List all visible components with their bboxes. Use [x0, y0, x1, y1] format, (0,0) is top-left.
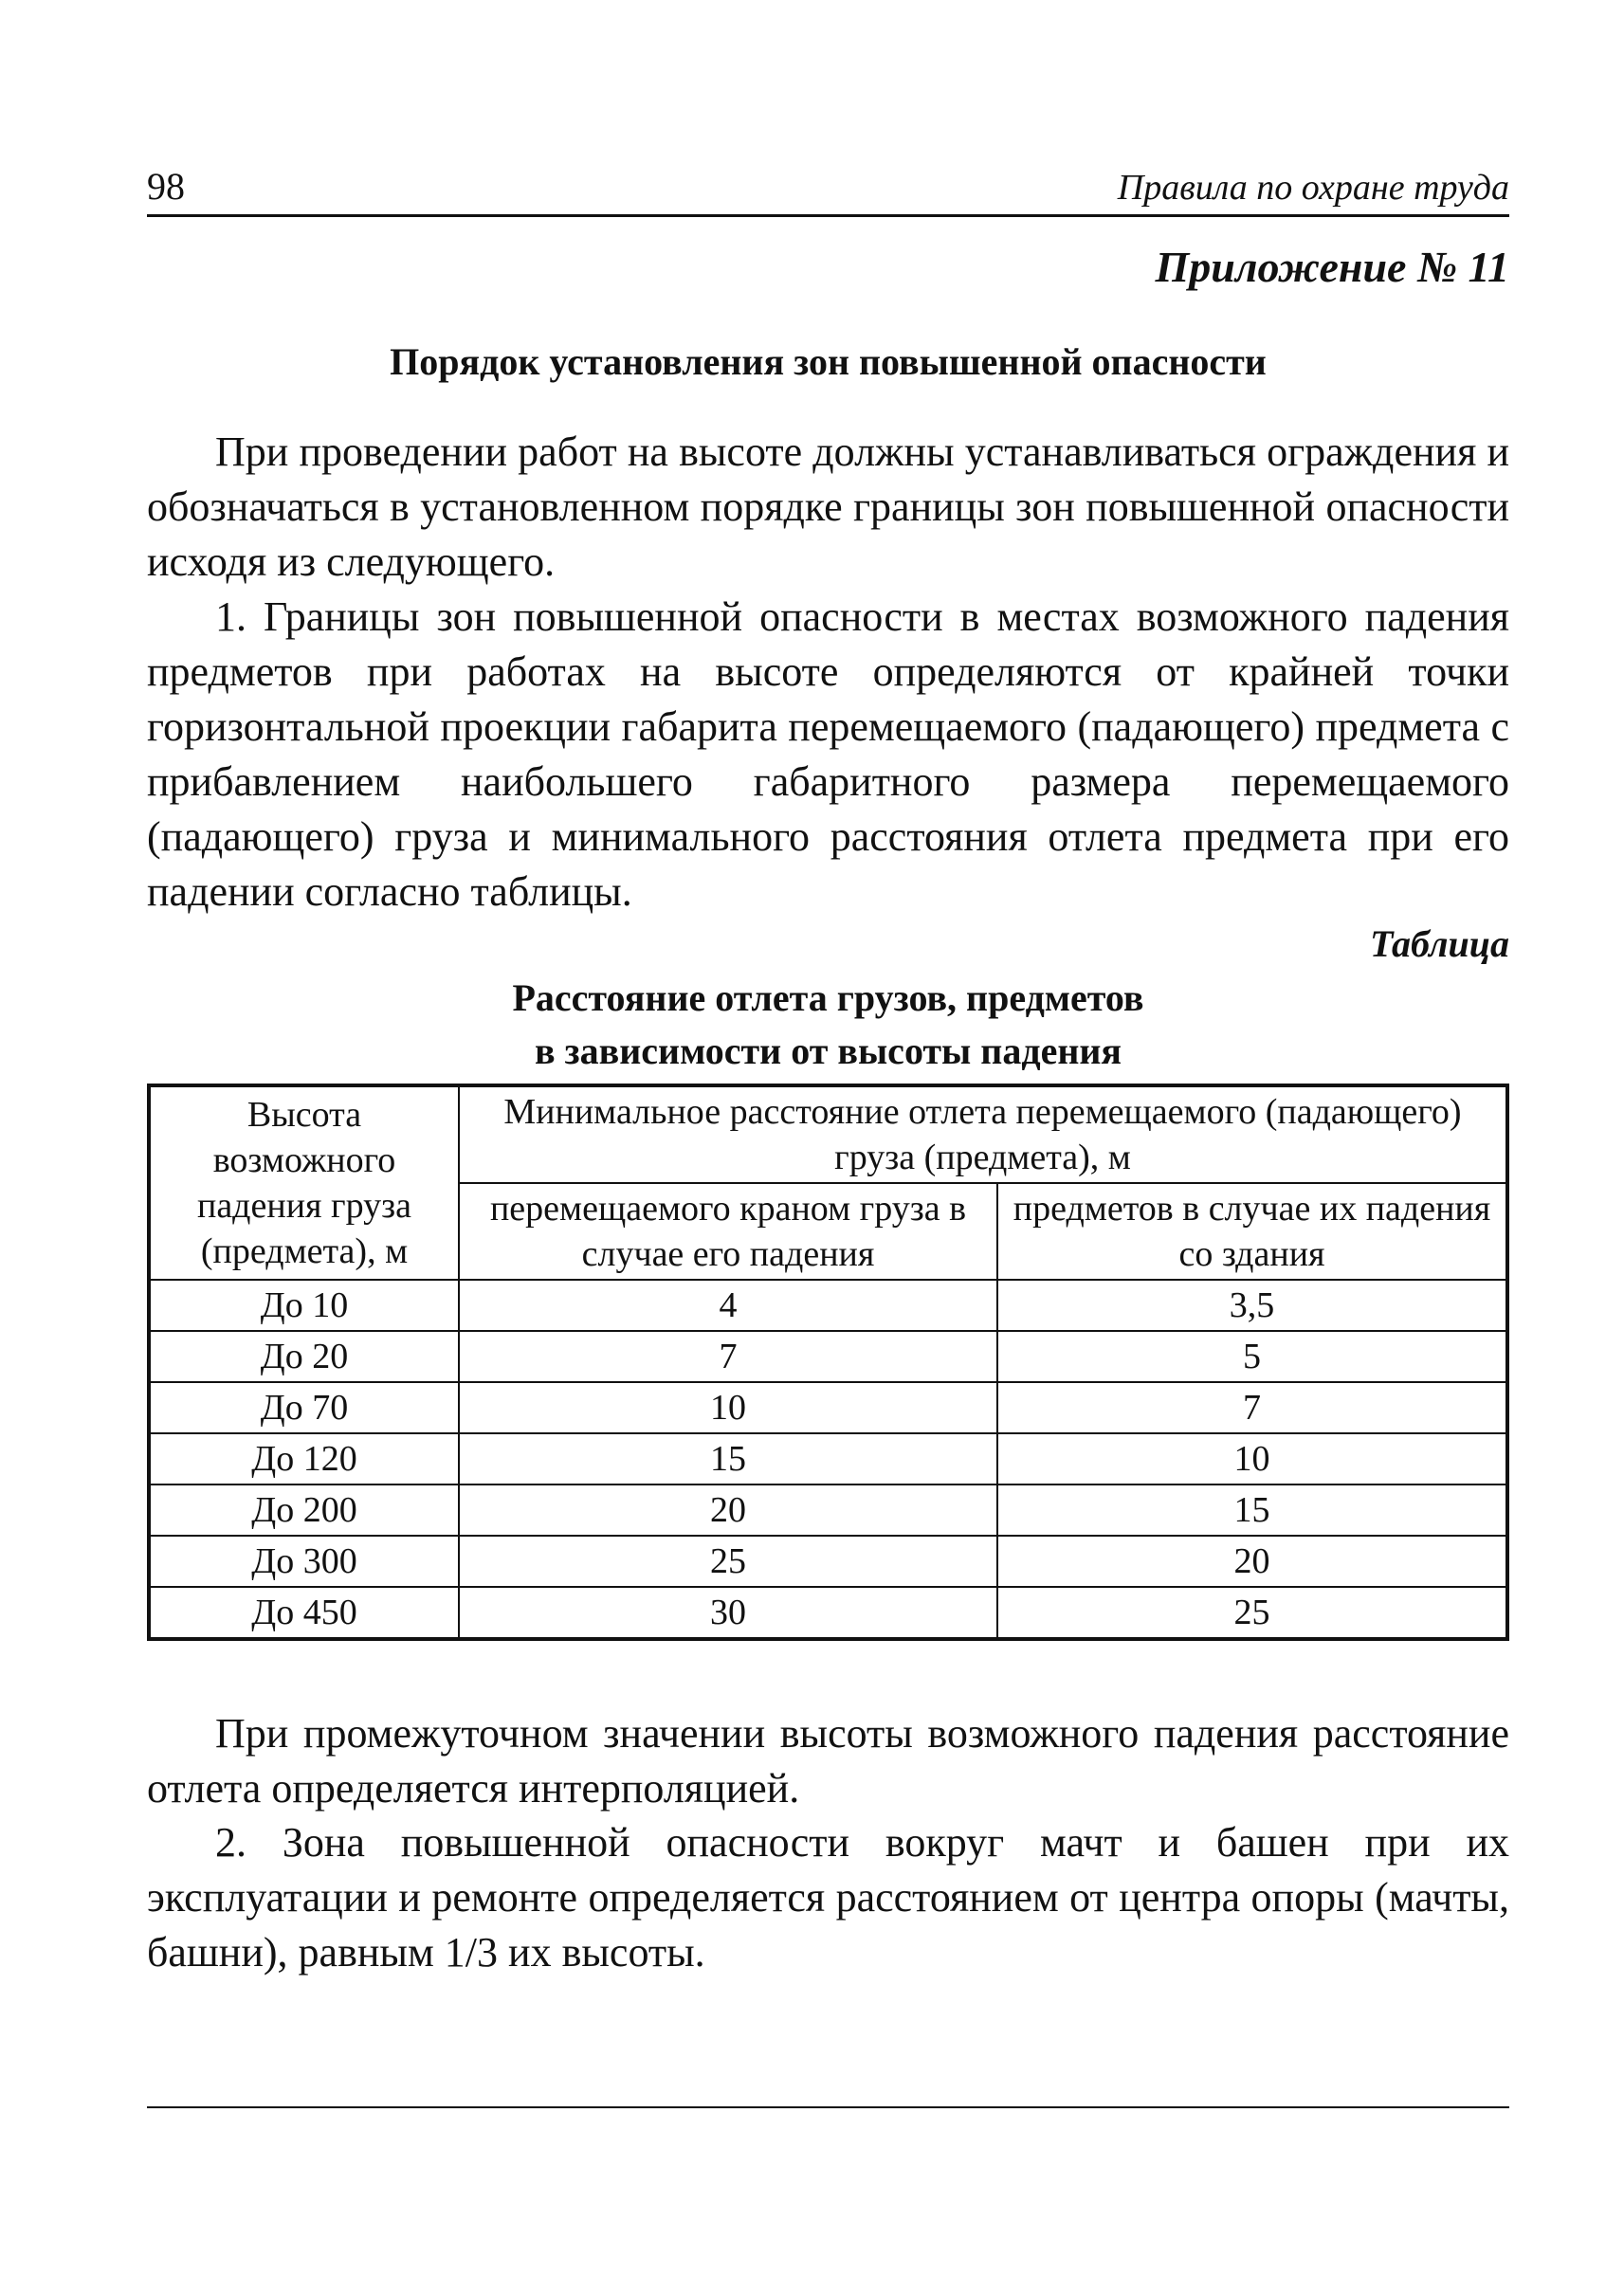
distance-table	[147, 1084, 1509, 1641]
header-height: Высота возможного падения груза (предмета), м	[149, 1085, 459, 1280]
cell-building: 3,5	[997, 1280, 1507, 1331]
table-row	[149, 1536, 1507, 1587]
table-row	[149, 1587, 1507, 1639]
appendix-label: Приложение № 11	[1155, 243, 1509, 291]
table-row	[149, 1280, 1507, 1331]
table-row	[149, 1331, 1507, 1382]
table-title-line-1: Расстояние отлета грузов, предметов	[512, 976, 1144, 1019]
cell-height: До 300	[149, 1536, 459, 1587]
cell-height: До 70	[149, 1382, 459, 1433]
paragraph-item-1: 1. Границы зон повышенной опасности в местах возможного падения предметов при работах на высоте определяются от крайней точки горизонтальной проекции габарита перемещаемого (падающего) предмета с прибавлением наибольшего габаритного размера перемещаемого (падающего) груза и минимального расстояния отлета предмета при его падении согласно таблицы.	[147, 593, 1509, 915]
table-title	[147, 972, 1509, 1078]
table-title-line-2: в зависимости от высоты падения	[534, 1029, 1122, 1072]
cell-height: До 450	[149, 1587, 459, 1639]
running-title: Правила по охране труда	[1117, 168, 1509, 208]
header-min-distance: Минимальное расстояние отлета перемещаемого (падающего) груза (предмета), м	[459, 1085, 1507, 1183]
cell-building: 7	[997, 1382, 1507, 1433]
header-crane: перемещаемого краном груза в случае его падения	[459, 1183, 997, 1280]
cell-crane: 30	[459, 1587, 997, 1639]
cell-building: 20	[997, 1536, 1507, 1587]
section-title: Порядок установления зон повышенной опасности	[390, 340, 1267, 383]
cell-height: До 10	[149, 1280, 459, 1331]
cell-crane: 25	[459, 1536, 997, 1587]
footer-divider	[147, 2106, 1509, 2108]
cell-crane: 10	[459, 1382, 997, 1433]
cell-crane: 15	[459, 1433, 997, 1484]
cell-building: 5	[997, 1331, 1507, 1382]
cell-height: До 120	[149, 1433, 459, 1484]
cell-crane: 7	[459, 1331, 997, 1382]
header-building: предметов в случае их падения со здания	[997, 1183, 1507, 1280]
paragraph-item-2: 2. Зона повышенной опасности вокруг мачт и башен при их эксплуатации и ремонте определяется расстоянием от центра опоры (мачты, башни), равным 1/3 их высоты.	[147, 1819, 1509, 1976]
table-label: Таблица	[1370, 922, 1509, 965]
cell-height: До 200	[149, 1484, 459, 1536]
table-row	[149, 1484, 1507, 1536]
paragraph-intro: При проведении работ на высоте должны устанавливаться ограждения и обозначаться в установленном порядке границы зон повышенной опасности исходя из следующего.	[147, 428, 1509, 585]
cell-crane: 4	[459, 1280, 997, 1331]
cell-building: 25	[997, 1587, 1507, 1639]
table-row	[149, 1382, 1507, 1433]
cell-building: 15	[997, 1484, 1507, 1536]
cell-crane: 20	[459, 1484, 997, 1536]
table-row	[149, 1433, 1507, 1484]
paragraph-interpolation: При промежуточном значении высоты возможного падения расстояние отлета определяется интерполяцией.	[147, 1710, 1509, 1812]
cell-building: 10	[997, 1433, 1507, 1484]
page-number: 98	[147, 165, 185, 208]
page-header	[147, 165, 1509, 217]
cell-height: До 20	[149, 1331, 459, 1382]
